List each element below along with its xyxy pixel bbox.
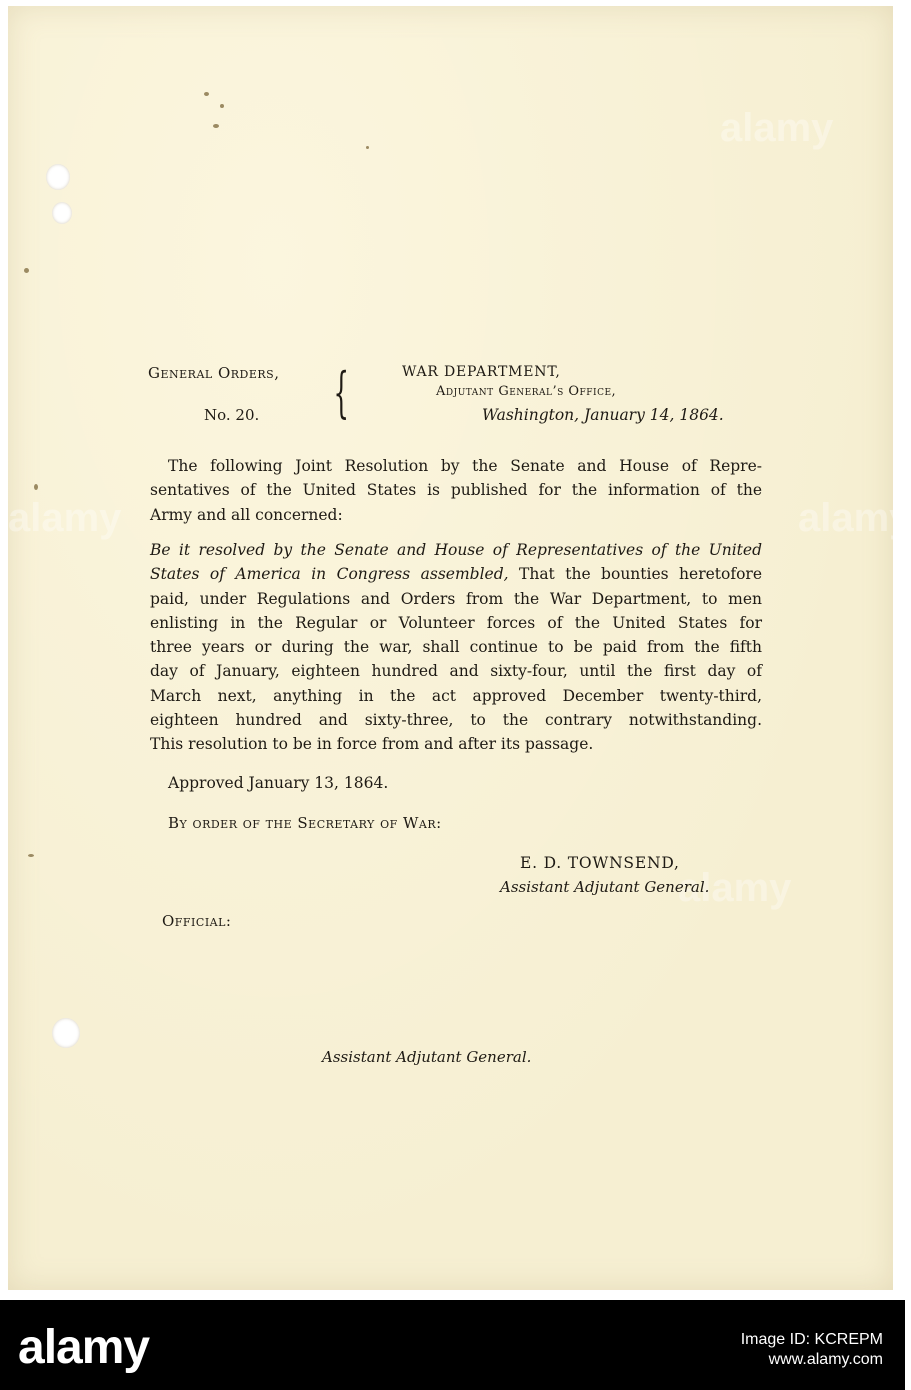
watermark: alamy [798,496,911,540]
paper-speck [204,92,209,96]
order-number: No. 20. [204,406,260,424]
paper-speck [28,854,34,857]
resolution-line: three years or during the war, shall continue to be paid from the fifth [150,638,762,657]
brace-divider: { [333,361,349,424]
general-orders-title: General Orders, [148,364,280,382]
watermark: alamy [8,496,122,540]
signer-title: Assistant Adjutant General. [500,878,710,896]
resolution-line: This resolution to be in force from and after its passage. [150,735,594,754]
date-location: Washington, January 14, 1864. [482,406,724,424]
intro-line: Army and all concerned: [150,505,343,524]
punch-hole-top-lower [52,202,72,224]
image-id-block [741,1330,883,1370]
resolution-line: enlisting in the Regular or Volunteer forces of the United States for [150,613,762,632]
signer-name: E. D. TOWNSEND, [520,854,680,872]
war-department-title: WAR DEPARTMENT, [402,364,561,380]
paper-speck [34,484,38,490]
paper-speck [213,124,219,128]
watermark: alamy [720,106,834,150]
resolution-line: eighteen hundred and sixty-three, to the contrary notwithstanding. [150,711,762,730]
intro-paragraph [150,454,762,527]
official-label: Official: [162,912,232,930]
paper-speck [24,268,29,273]
resolution-line: March next, anything in the act approved December twenty-third, [150,686,762,705]
bottom-signature-title: Assistant Adjutant General. [322,1048,532,1066]
resolution-line: paid, under Regulations and Orders from the War Department, to men [150,589,762,608]
resolution-enactment: Be it resolved by the Senate and House of Representatives of the United [150,541,762,559]
paper-speck [366,146,369,149]
resolution-enactment-cont: States of America in Congress assembled, [150,565,509,584]
approved-date: Approved January 13, 1864. [168,774,389,792]
adjutant-office-title: Adjutant General’s Office, [436,384,617,399]
punch-hole-top [46,164,70,190]
alamy-logo: alamy [18,1321,150,1374]
resolution-paragraph [150,538,762,757]
resolution-line [150,562,762,586]
document-page [8,6,911,1290]
resolution-line-rest: That the bounties heretofore [508,565,762,584]
intro-line: The following Joint Resolution by the Senate and House of Repre- [168,457,762,475]
site-url: www.alamy.com [768,1351,883,1368]
punch-hole-bottom [52,1018,80,1048]
paper-speck [220,104,224,108]
image-id: Image ID: KCREPM [740,1331,883,1348]
stock-footer-bar [0,1300,905,1390]
intro-line: sentatives of the United States is published for the information of the [150,481,762,500]
watermark: alamy [678,866,792,910]
by-order-line: By order of the Secretary of War: [168,814,442,832]
resolution-line: day of January, eighteen hundred and sixty-four, until the first day of [150,662,762,681]
